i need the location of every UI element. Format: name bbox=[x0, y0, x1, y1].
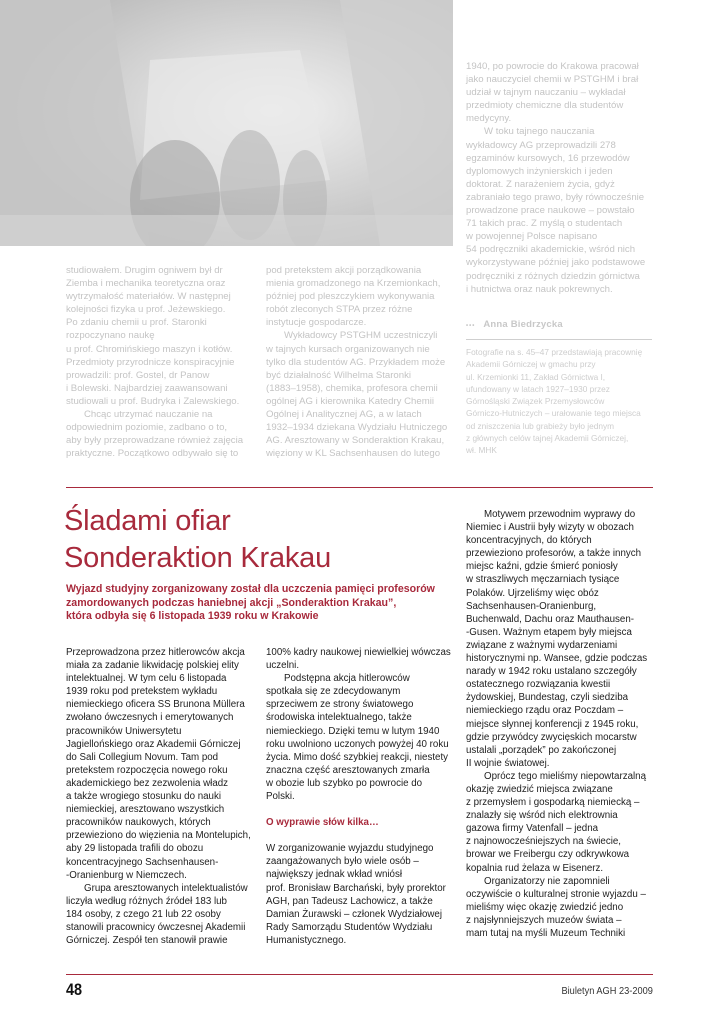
article-title: Śladami ofiar Sonderaktion Krakau bbox=[64, 505, 332, 574]
article-column-1-paragraph-2: Grupa aresztowanych intelektualistów liczyła według różnych źródeł 183 lub 184 osoby, z czego 21 lub 22 osoby stanowili pracownicy ówczesnej Akademii Górniczej. Zespół ten stanowił prawie bbox=[66, 882, 248, 947]
top-column-3-text: 1940, po powrocie do Krakowa pracował jako nauczyciel chemii w PSTGHM i brał udział w tajnym nauczaniu – wykładał przedmioty chemiczne dla studentów medycyny. bbox=[466, 61, 639, 125]
article-subheading: O wyprawie słów kilka… bbox=[266, 817, 379, 829]
top-column-3-text-b: W toku tajnego nauczania wykładowcy AG przeprowadzili 278 egzaminów kursowych, 16 przewodów dyplomowych inżynierskich i jeden doktorat. Z narażeniem życia, gdyż zabraniało tego prawo, były równocześnie prowadzone prace naukowe – powstało 71 takich prac. Z myślą o studentach w powojennej Polsce napisano 54 podręczniki akademickie, wśród nich wykorzystywane później jako podstawowe podręczniki z różnych dziedzin górnictwa i hutnictwa oraz nauk pokrewnych. bbox=[466, 126, 646, 295]
article-column-2-paragraph-3: W zorganizowanie wyjazdu studyjnego zaangażowanych było wiele osób – największy jednak wkład wniósł prof. Bronisław Barchański, były prorektor AGH, pan Tadeusz Lachowicz, a także Damian Żurawski – członek Wydziałowej Rady Samorządu Studentów Wydziału Humanistycznego. bbox=[266, 843, 446, 946]
article-column-2-paragraph-2: Podstępna akcja hitlerowców spotkała się ze zdecydowanym sprzeciwem ze strony światowego środowiska intelektualnego, także niemieckiego. Dzięki temu w lutym 1940 roku uwolniono uczonych powyżej 40 roku życia. Mimo dość szybkiej reakcji, niestety znaczna część aresztowanych zmarła w obozie lub szybko po powrocie do Polski. bbox=[266, 673, 449, 803]
top-column-2 bbox=[266, 264, 456, 460]
section-divider bbox=[66, 487, 653, 488]
top-column-3 bbox=[466, 60, 661, 296]
top-column-1-text: studiowałem. Drugim ogniwem był dr Ziemba i mechanika teoretyczna oraz wytrzymałość materiałów. W następnej kolejności fizyka u prof. Jeżewskiego. Po zdaniu chemii u prof. Staronki rozpoczynano naukę u prof. Chromińskiego maszyn i kotłów. Przedmioty przyrodnicze konspiracyjnie prowadzili: prof. Gostel, dr Panow i Bolewski. Najbardziej zaawansowani studiowali u prof. Budryka i Zalewskiego. bbox=[66, 265, 240, 407]
author-marker: ••• bbox=[466, 323, 476, 329]
article-column-3-paragraph-1: Motywem przewodnim wyprawy do Niemiec i Austrii były wizyty w obozach koncentracyjnych, do których przewieziono profesorów, a także innych miejsc kaźni, gdzie śmierć poniosły w straszliwych męczarniach tysiące Polaków. Ujrzeliśmy więc obóz Sachsenhausen-Oranienburg, Buchenwald, Dachu oraz Mauthausen- -Gusen. Ważnym etapem były miejsca związane z ważnymi wydarzeniami historycznymi np. Wansee, gdzie podczas narady w 1942 roku ustalano szczegóły ostatecznego rozwiązania kwestii żydowskiej, Bundestag, czyli siedziba niemieckiego rządu oraz Poczdam – miejsce słynnej konferencji z 1945 roku, gdzie przywódcy zwycięskich mocarstw ustalali „porządek” po zakończonej II wojnie światowej. bbox=[466, 509, 648, 769]
article-column-1-paragraph-1: Przeprowadzona przez hitlerowców akcja miała za zadanie likwidację polskiej elity intelektualnej. W tym celu 6 listopada 1939 roku pod pretekstem wykładu niemieckiego oficera SS Brunona Müllera zwołano ówczesnych i emerytowanych pracowników Uniwersytetu Jagiellońskiego oraz Akademii Górniczej do Sali Collegium Novum. Tam pod pretekstem rozpoczęcia nowego roku akademickiego bez zezwolenia władz a także wrogiego stosunku do nauki niemieckiej, aresztowano wszystkich pracowników naukowych, których przewieziono do więzienia na Montelupich, aby 29 listopada trafili do obozu koncentracyjnego Sachsenhausen- -Oranienburg w Niemczech. bbox=[66, 647, 251, 881]
top-column-2-text-b: Wykładowcy PSTGHM uczestniczyli w tajnych kursach organizowanych nie tylko dla studentów AG. Przykładem może być działalność Wilhelma Staronki (1883–1958), chemika, profesora chemii ogólnej AG i kierownika Katedry Chemii Ogólnej i Analitycznej AG, a w latach 1932–1934 dziekana Wydziału Hutniczego AG. Aresztowany w Sonderaktion Krakau, więziony w KL Sachsenhausen do lutego bbox=[266, 330, 448, 460]
article-column-1 bbox=[66, 646, 261, 947]
mine-interior-photo bbox=[0, 0, 453, 246]
article-column-2-paragraph-1: 100% kadry naukowej niewielkiej wówczas uczelni. bbox=[266, 647, 451, 672]
publication-name: Biuletyn AGH 23-2009 bbox=[561, 985, 653, 997]
page-number: 48 bbox=[66, 980, 83, 999]
photo-caption: Fotografie na s. 45–47 przedstawiają pracownię Akademii Górniczej w gmachu przy ul. Krzemionki 11, Zakład Górnictwa I, ufundowany w latach 1927–1930 przez Górnośląski Związek Przemysłowców Górniczo-Hutniczych – urałowanie tego miejsca od zniszczenia lub grabieży było jednym z głównych celów tajnej Akademii Górniczej, wł. MHK bbox=[466, 347, 643, 456]
author-signature bbox=[466, 319, 563, 330]
article-column-3-paragraph-2: Oprócz tego mieliśmy niepowtarzalną okazję zwiedzić miejsca związane z przemysłem i gospodarką niemiecką – znalazły się wśród nich elektrownia gazowa firmy Vatenfall – jedna z najnowocześniejszych na świecie, browar we Freibergu czy odkrywkowa kopalnia rud żelaza w Eisenerz. bbox=[466, 770, 647, 874]
author-name: Anna Biedrzycka bbox=[483, 319, 563, 330]
article-column-3 bbox=[466, 508, 666, 940]
footer-divider bbox=[66, 974, 653, 975]
article-column-3-paragraph-3: Organizatorzy nie zapomnieli oczywiście o kulturalnej stronie wyjazdu – mieliśmy więc okazję zwiedzić jedno z najsłynniejszych muzeów świata – mam tutaj na myśli Muzeum Techniki bbox=[466, 875, 646, 939]
article-lead: Wyjazd studyjny zorganizowany został dla uczczenia pamięci profesorów zamordowanych podczas haniebnej akcji „Sonderaktion Krakau”, która odbyła się 6 listopada 1939 roku w Krakowie bbox=[66, 583, 435, 623]
photo-illustration bbox=[0, 0, 453, 246]
top-column-1 bbox=[66, 264, 256, 460]
top-column-1-text-b: Chcąc utrzymać nauczanie na odpowiednim poziomie, zadbano o to, aby były przeprowadzane również zajęcia praktyczne. Początkowo odbywało się to bbox=[66, 409, 244, 460]
article-column-2 bbox=[266, 646, 461, 947]
top-column-2-text: pod pretekstem akcji porządkowania mienia gromadzonego na Krzemionkach, później pod pleszczykiem wykonywania robót zleconych STPA przez różne instytucje gospodarcze. bbox=[266, 265, 441, 329]
caption-divider bbox=[466, 339, 652, 340]
